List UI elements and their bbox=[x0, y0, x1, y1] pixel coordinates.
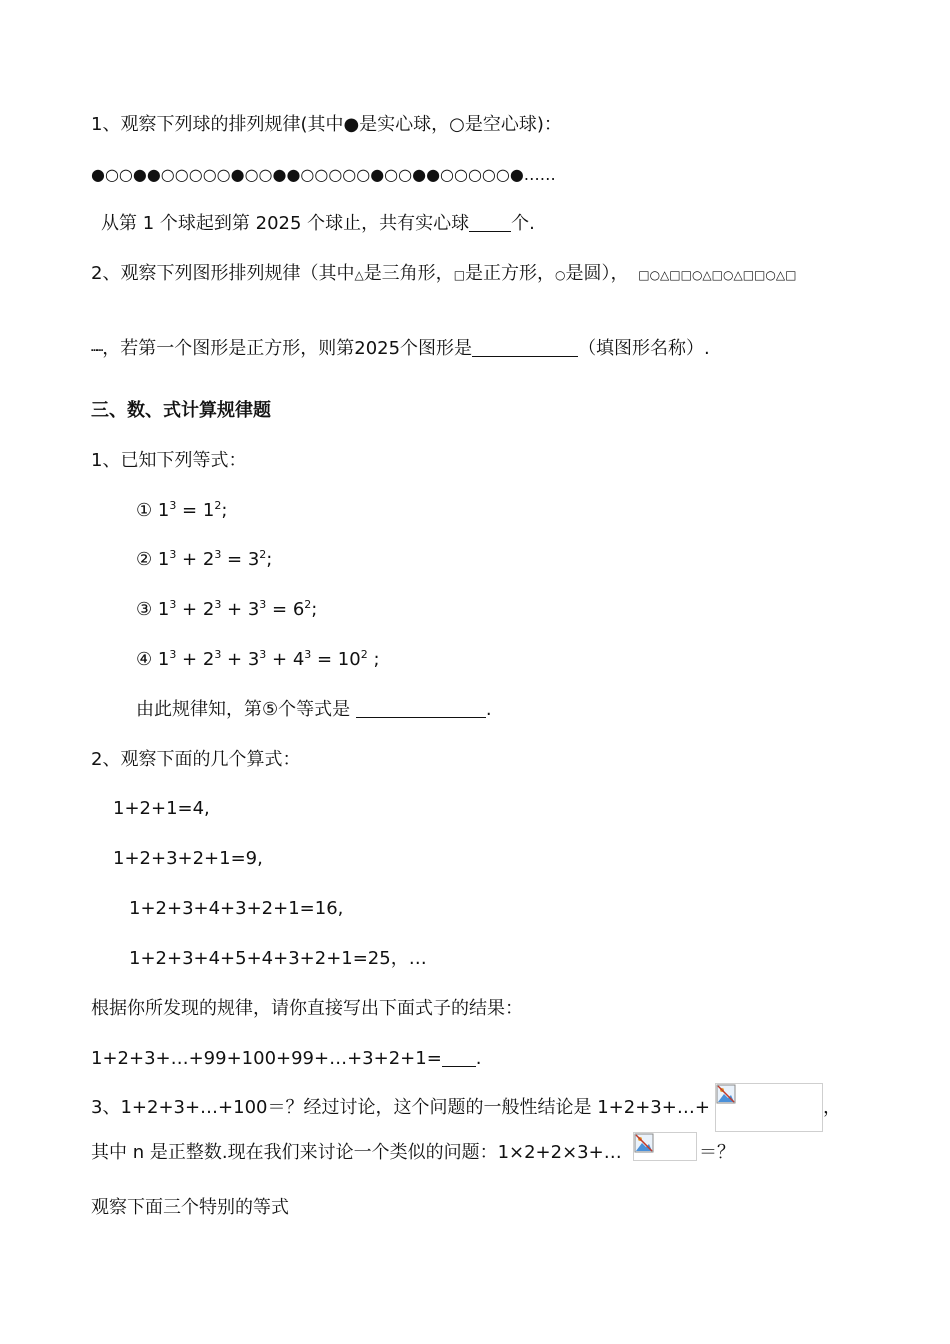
answer-blank bbox=[472, 338, 578, 357]
sum-line: 1+2+3+4+3+2+1=16, bbox=[129, 898, 344, 919]
q2-question-text: ，若第一个图形是正方形，则第2025个图形是 bbox=[102, 338, 473, 359]
ball-sequence: ●○○●●○○○○○●○○●●○○○○○●○○●●○○○○○●…… bbox=[91, 165, 556, 184]
q1-question-end: 个. bbox=[511, 213, 535, 234]
sum-line: 1+2+3+2+1=9, bbox=[113, 848, 263, 869]
conclusion-end: . bbox=[485, 699, 492, 720]
equation-3: ③ $1^3 + 2^3 + 3^3 = 6^2$; bbox=[136, 598, 318, 620]
equation-number: ④ bbox=[136, 649, 153, 670]
q1-title: 1、观察下列球的排列规律(其中●是实心球，○是空心球)： bbox=[91, 114, 562, 135]
broken-image-icon bbox=[634, 1133, 654, 1153]
answer-blank bbox=[356, 699, 486, 718]
answer-blank bbox=[469, 213, 511, 232]
equation-1: ① $1^3 = 1^2$; bbox=[136, 499, 228, 521]
section-heading: 三、数、式计算规律题 bbox=[91, 400, 271, 421]
equation-number: ① bbox=[136, 500, 153, 521]
circle-symbol: ○ bbox=[555, 268, 566, 282]
q2-triangle-text: 是三角形， bbox=[363, 263, 454, 284]
q2-circle-text: 是圆）， bbox=[565, 263, 629, 284]
continuation-dots: ┅┅ bbox=[91, 344, 103, 357]
q1-question bbox=[101, 212, 535, 236]
s3q1-title: 1、已知下列等式： bbox=[91, 450, 247, 471]
s3q2-expression bbox=[91, 1047, 482, 1071]
formula-image bbox=[715, 1083, 823, 1132]
q2-title bbox=[91, 262, 796, 287]
expression-text: 1+2+3+…+99+100+99+…+3+2+1= bbox=[91, 1048, 442, 1069]
formula-image bbox=[633, 1132, 697, 1161]
equation-number: ③ bbox=[136, 599, 153, 620]
final-text: 观察下面三个特别的等式 bbox=[91, 1197, 289, 1218]
q2-continuation bbox=[91, 337, 710, 363]
s3q2-title: 2、观察下面的几个算式： bbox=[91, 749, 301, 770]
equation-2: ② $1^3 + 2^3 = 3^2$; bbox=[136, 548, 273, 570]
equation-4: ④ $1^3 + 2^3 + 3^3 + 4^3 = 10^2$ ; bbox=[136, 648, 380, 670]
q2-question-end: （填图形名称）. bbox=[578, 338, 710, 359]
conclusion-text: 由此规律知，第⑤个等式是 bbox=[136, 699, 351, 720]
s3q3-line2: 其中 n 是正整数.现在我们来讨论一个类似的问题：1×2+2×3+… bbox=[91, 1142, 622, 1163]
sum-line: 1+2+1=4, bbox=[113, 798, 210, 819]
s3q3-line1-end: ， bbox=[823, 1097, 841, 1118]
triangle-symbol: △ bbox=[354, 268, 364, 282]
equation-number: ② bbox=[136, 549, 153, 570]
q2-square-text: 是正方形， bbox=[465, 263, 556, 284]
q2-title-prefix: 2、观察下列图形排列规律（其中 bbox=[91, 263, 355, 284]
sum-line: 1+2+3+4+5+4+3+2+1=25，… bbox=[129, 948, 427, 969]
broken-image-icon bbox=[716, 1084, 736, 1104]
s3q3-line2-end: ＝？ bbox=[699, 1142, 735, 1163]
square-symbol: □ bbox=[453, 268, 466, 282]
shape-sequence: □○△□□○△□○△□□○△□ bbox=[638, 268, 797, 282]
q1-question-text: 从第 1 个球起到第 2025 个球止，共有实心球 bbox=[101, 213, 470, 234]
s3q1-conclusion bbox=[136, 698, 492, 722]
answer-blank bbox=[442, 1048, 476, 1067]
s3q2-prompt: 根据你所发现的规律，请你直接写出下面式子的结果： bbox=[91, 998, 523, 1019]
expression-end: . bbox=[475, 1048, 482, 1069]
s3q3-line1: 3、1+2+3+…+100＝？经过讨论，这个问题的一般性结论是 1+2+3+…+ bbox=[91, 1097, 710, 1118]
